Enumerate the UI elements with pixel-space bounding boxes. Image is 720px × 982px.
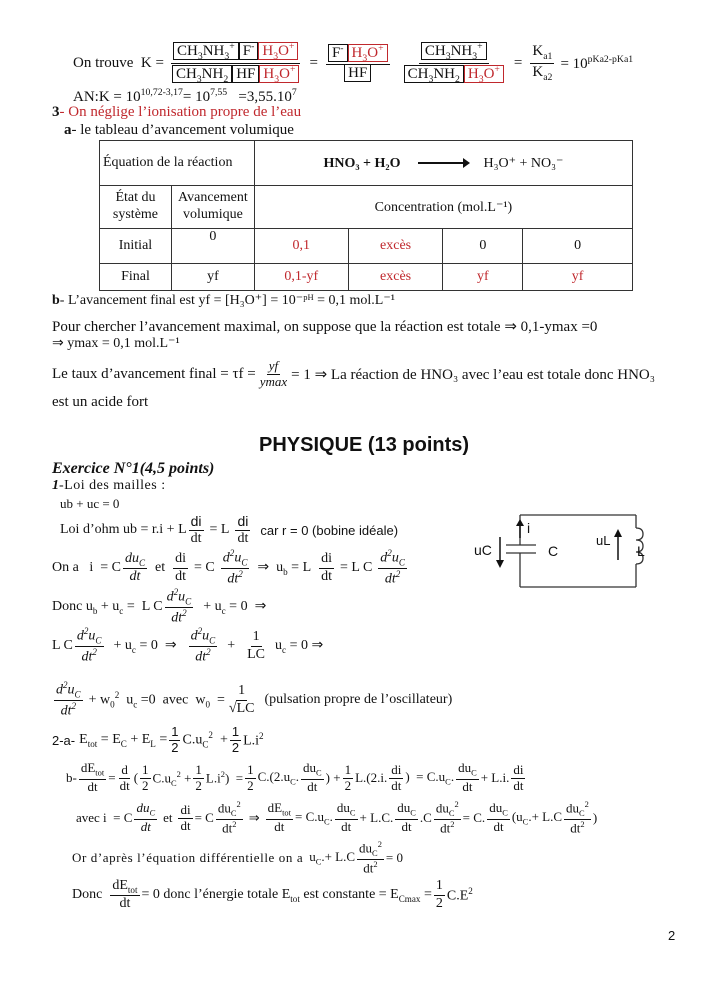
k-expression: On trouve K = $\frac{CH_3NH_3^+ F^- H_3O^+}{CH_3NH_2 HF H_3O^+}$ = $\frac{F^- H_3O^+}{HF}$ $\frac{CH_3NH_3^+}{CH_3NH_2 H_3O^+}$ = $\frac{K_{a1}}{K_{a2}}$ = $10^{pKa2-pKa1}$ [73,41,634,85]
k-fraction-2: $\frac{F^- H_3O^+}{HF}$ [326,43,390,82]
label-ul: uL [596,533,611,548]
an-line: AN:K = $10^{10,72-3,17}= 10^{7,55}$ $=3,55.10^7$ [73,87,297,105]
taux-line: Le taux d’avancement final = τf = $\frac{yf}{ymax}$ = 1 ⇒ La réaction de HNO₃ avec l’eau est totale donc HNO₃ [52,357,655,389]
label-c: C [548,543,559,559]
k-fraction-3: $\frac{CH_3NH_3^+}{CH_3NH_2 H_3O^+}$ [402,41,506,84]
exercise-title: Exercice N°1(4,5 points) [52,460,215,477]
ymax-line-2: ⇒ ymax = 0,1 mol.L⁻¹ [52,336,180,351]
taux-fraction: $\frac{yf}{ymax}$ [259,357,288,389]
avec-line: avec i = C $\frac{du_C}{dt}$ et $\frac{di}{dt}$ = C $\frac{du_C^2}{dt^2}$ ⇒ $\frac{dE_{tot}}{dt}$ = $C.u_C$. $\frac{du_C}{dt}$ + L.C. $\frac{du_C}{dt}$ .C $\frac{du_C^2}{dt^2}$ = C. $\frac{du_C}{dt}$ ($u_C.+ L.C$ $\frac{du_C^2}{dt^2}$ ) [76,799,598,836]
k-intro: On trouve K = [73,54,164,71]
ka-ratio: $\frac{K_{a1}}{K_{a2}}$ [532,43,553,83]
advancement-table [99,140,633,291]
energy-constant-line: Donc $\frac{dE_{tot}}{dt}$ = 0 donc l’énergie totale $E_{tot}$ est constante = $E_{Cmax}$ = $\frac{1}{2}$ $C.E^2$ [72,877,473,912]
current-arrow-icon [516,519,524,538]
question-1-heading: 1-Loi des mailles : [52,478,166,493]
energy-derivative-2b: b- $\frac{dE_{tot}}{dt}$ = $\frac{d}{dt}$ ( $\frac{1}{2}$ $C.u_C^2$ + $\frac{1}{2}$ $L.i^2$) = $\frac{1}{2}$ $C.(2.u_C$. $\frac{du_C}{dt}$ ) + $\frac{1}{2}$ L.(2.i. $\frac{di}{dt}$ ) = $C.u_C$. $\frac{du_C}{dt}$ + L.i. $\frac{di}{dt}$ [66,760,524,794]
ymax-line-1: Pour chercher l’avancement maximal, on suppose que la réaction est totale ⇒ 0,1-ymax =0 [52,319,598,335]
question-3a-heading: a- le tableau d’avancement volumique [64,122,294,138]
page-number: 2 [668,928,676,943]
ul-arrow-icon [614,529,622,560]
lc-circuit-diagram [470,510,650,595]
donc-line: Donc $u_b + u_c = L$ C $\frac{d^2u_C}{dt^2}$ + $u_c = 0$ ⇒ [52,587,267,626]
k-fraction-1: $\frac{CH_3NH_3^+ F^- H_3O^+}{CH_3NH_2 HF H_3O^+}$ [170,41,302,84]
differential-equation: $\frac{d^2u_C}{dt^2}$ + $w_0^2$ $u_c =0$ avec $w_0$ = $\frac{1}{√LC}$ (pulsation propre de l’oscillateur) [56,680,453,719]
table-row: Final yf 0,1-yf excès yf yf [100,264,633,291]
on-a-line: On a i = C $\frac{du_C}{dt}$ et $\frac{di}{dt}$ = C $\frac{d^2u_C}{dt^2}$ ⇒ $u_b = L$ $\frac{di}{dt}$ = L C $\frac{d^2u_C}{dt^2}$ [52,548,405,587]
energy-total-2a: 2-a- $E_{tot} = E_C + E_L$ = $\frac{1}{2}$ $C.u_C^2$ + $\frac{1}{2}$ $L.i^2$ [52,723,264,755]
question-3b: b- L’avancement final est yf = [H₃O⁺] = 10⁻ᵖᴴ = 0,1 mol.L⁻¹ [52,293,395,308]
physics-title: PHYSIQUE (13 points) [259,434,470,456]
ohm-line: Loi d’ohm ub = r.i + L $\frac{di}{dt}$ = L $\frac{di}{dt}$ car r = 0 (bobine idéale) [60,513,399,546]
reaction-arrow-icon [418,162,468,164]
concentration-header: Concentration (mol.L⁻¹) [254,186,632,229]
state-header: État du système [100,186,172,229]
equation-label-cell: Équation de la réaction [100,141,255,186]
uc-arrow-icon [496,537,504,568]
label-l: L [637,543,645,559]
lc-equation-line: L C $\frac{d^2u_C}{dt^2}$ + $u_c = 0$ ⇒ $\frac{d^2u_C}{dt^2}$ + $\frac{1}{LC}$ $u_c = 0$ ⇒ [52,626,324,665]
or-line: Or d’après l’équation différentielle on a $u_C.+ L.C$ $\frac{du_C^2}{dt^2}$ = 0 [72,839,403,876]
k-result: = $10^{pKa2-pKa1}$ [560,53,634,72]
equation-cell: HNO₃ + H₂O H₃O⁺ + NO₃⁻ [254,141,632,186]
label-i: i [527,520,531,536]
mailles-equation: ub + uc = 0 [60,496,120,511]
advancement-header: Avancement volumique [171,186,254,229]
question-3-heading: 3- On néglige l’ionisation propre de l’eau [52,104,302,120]
table-row: Initial 0 0,1 excès 0 0 [100,229,633,264]
taux-line-2: est un acide fort [52,394,149,410]
label-uc: uC [474,542,492,558]
